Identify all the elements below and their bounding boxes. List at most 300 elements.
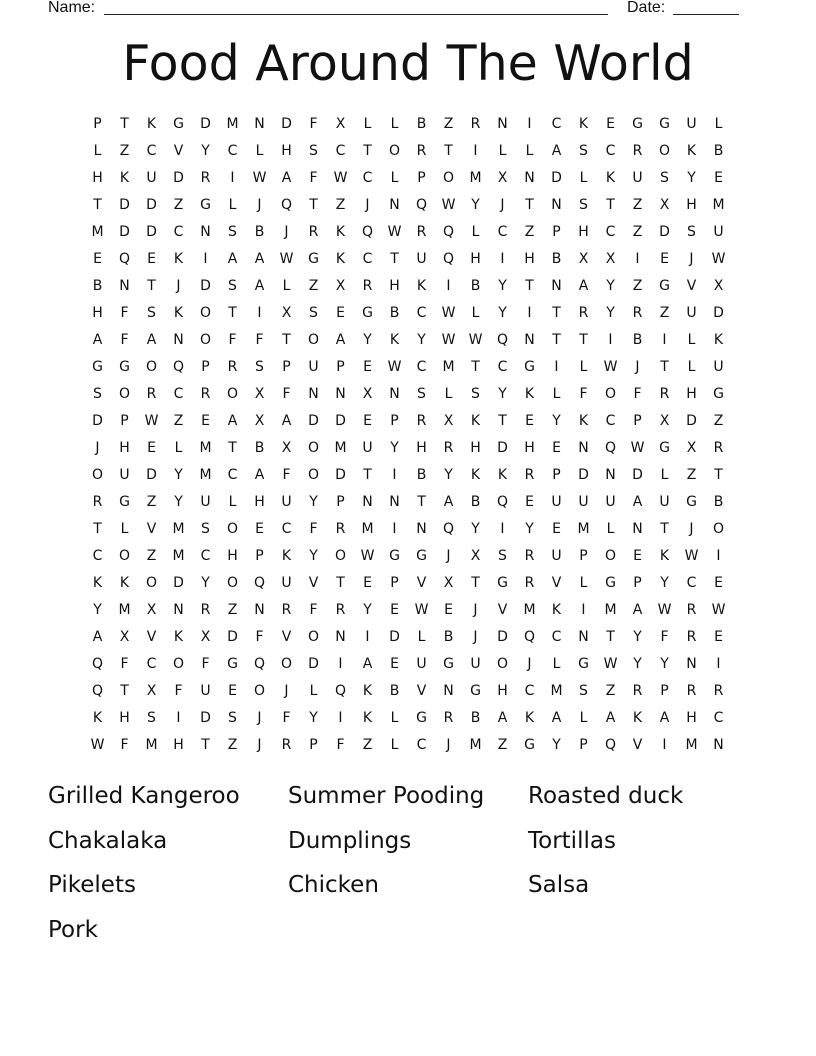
grid-letter[interactable]: L — [390, 710, 399, 726]
grid-letter[interactable]: O — [199, 332, 212, 348]
grid-letter[interactable]: Z — [632, 197, 643, 213]
grid-letter[interactable]: M — [712, 197, 725, 213]
grid-letter[interactable]: J — [689, 251, 694, 267]
grid-letter[interactable]: X — [713, 278, 724, 294]
grid-letter[interactable]: P — [390, 575, 399, 591]
grid-letter[interactable]: D — [578, 467, 589, 483]
grid-letter[interactable]: R — [686, 629, 697, 645]
grid-letter[interactable]: T — [120, 116, 129, 132]
grid-letter[interactable]: G — [605, 575, 616, 591]
grid-letter[interactable]: V — [416, 683, 427, 699]
grid-letter[interactable]: S — [309, 143, 318, 159]
grid-letter[interactable]: E — [714, 575, 723, 591]
grid-letter[interactable]: L — [390, 170, 399, 186]
grid-letter[interactable]: R — [200, 602, 211, 618]
grid-letter[interactable]: G — [686, 494, 697, 510]
grid-letter[interactable]: N — [551, 197, 562, 213]
grid-letter[interactable]: M — [685, 737, 698, 753]
grid-letter[interactable]: C — [416, 359, 427, 375]
grid-letter[interactable]: H — [686, 197, 697, 213]
grid-letter[interactable]: Y — [363, 602, 372, 618]
grid-letter[interactable]: R — [524, 467, 535, 483]
grid-letter[interactable]: O — [334, 548, 347, 564]
grid-letter[interactable]: T — [93, 521, 102, 537]
grid-letter[interactable]: E — [606, 116, 615, 132]
grid-letter[interactable]: R — [227, 359, 238, 375]
grid-letter[interactable]: P — [417, 170, 426, 186]
grid-letter[interactable]: P — [660, 683, 669, 699]
grid-letter[interactable]: F — [336, 737, 345, 753]
grid-letter[interactable]: E — [363, 575, 372, 591]
grid-letter[interactable]: W — [684, 548, 699, 564]
grid-letter[interactable]: S — [309, 305, 318, 321]
grid-letter[interactable]: U — [200, 494, 211, 510]
grid-letter[interactable]: Q — [361, 224, 374, 240]
grid-letter[interactable]: Z — [632, 224, 643, 240]
grid-letter[interactable]: X — [659, 197, 670, 213]
grid-letter[interactable]: J — [473, 602, 478, 618]
grid-letter[interactable]: K — [281, 548, 292, 564]
grid-letter[interactable]: N — [389, 386, 400, 402]
grid-letter[interactable]: E — [525, 413, 534, 429]
grid-letter[interactable]: V — [686, 278, 697, 294]
grid-letter[interactable]: T — [525, 278, 534, 294]
grid-letter[interactable]: N — [497, 116, 508, 132]
grid-letter[interactable]: I — [500, 521, 505, 537]
grid-letter[interactable]: U — [119, 467, 130, 483]
grid-letter[interactable]: C — [200, 548, 211, 564]
grid-letter[interactable]: T — [606, 629, 615, 645]
grid-letter[interactable]: U — [281, 494, 292, 510]
grid-letter[interactable]: A — [632, 602, 643, 618]
grid-letter[interactable]: Y — [660, 656, 669, 672]
grid-letter[interactable]: Y — [201, 143, 210, 159]
grid-letter[interactable]: G — [659, 116, 670, 132]
grid-letter[interactable]: T — [363, 143, 372, 159]
grid-letter[interactable]: C — [713, 710, 724, 726]
grid-letter[interactable]: A — [632, 494, 643, 510]
grid-letter[interactable]: G — [389, 548, 400, 564]
grid-letter[interactable]: A — [497, 710, 508, 726]
grid-letter[interactable]: B — [470, 278, 481, 294]
grid-letter[interactable]: R — [632, 305, 643, 321]
grid-letter[interactable]: R — [335, 602, 346, 618]
grid-letter[interactable]: D — [92, 413, 103, 429]
grid-letter[interactable]: G — [92, 359, 103, 375]
grid-letter[interactable]: O — [226, 521, 239, 537]
grid-letter[interactable]: I — [446, 278, 451, 294]
grid-letter[interactable]: N — [362, 494, 373, 510]
grid-letter[interactable]: P — [282, 359, 291, 375]
grid-letter[interactable]: W — [711, 602, 726, 618]
grid-letter[interactable]: K — [497, 467, 508, 483]
grid-letter[interactable]: L — [579, 359, 588, 375]
grid-letter[interactable]: Q — [496, 332, 509, 348]
grid-letter[interactable]: J — [284, 224, 289, 240]
grid-letter[interactable]: P — [552, 467, 561, 483]
grid-letter[interactable]: Y — [498, 278, 507, 294]
grid-letter[interactable]: R — [200, 386, 211, 402]
grid-letter[interactable]: L — [579, 575, 588, 591]
grid-letter[interactable]: Z — [173, 413, 184, 429]
grid-letter[interactable]: K — [659, 548, 670, 564]
grid-letter[interactable]: O — [91, 467, 104, 483]
grid-letter[interactable]: B — [443, 629, 454, 645]
grid-letter[interactable]: Z — [686, 467, 697, 483]
grid-letter[interactable]: W — [279, 251, 294, 267]
grid-letter[interactable]: F — [228, 332, 237, 348]
grid-letter[interactable]: L — [471, 224, 480, 240]
grid-letter[interactable]: V — [308, 575, 319, 591]
grid-letter[interactable]: A — [92, 629, 103, 645]
grid-letter[interactable]: A — [551, 710, 562, 726]
grid-letter[interactable]: D — [497, 440, 508, 456]
grid-letter[interactable]: T — [579, 332, 588, 348]
grid-letter[interactable]: L — [228, 197, 237, 213]
grid-letter[interactable]: K — [524, 386, 535, 402]
grid-letter[interactable]: L — [363, 116, 372, 132]
grid-letter[interactable]: C — [551, 116, 562, 132]
grid-letter[interactable]: P — [93, 116, 102, 132]
grid-letter[interactable]: D — [281, 116, 292, 132]
grid-letter[interactable]: O — [307, 332, 320, 348]
grid-letter[interactable]: W — [603, 359, 618, 375]
grid-letter[interactable]: S — [417, 386, 426, 402]
grid-letter[interactable]: R — [416, 143, 427, 159]
grid-letter[interactable]: Z — [713, 413, 724, 429]
grid-letter[interactable]: J — [689, 521, 694, 537]
grid-letter[interactable]: V — [173, 143, 184, 159]
grid-letter[interactable]: A — [281, 170, 292, 186]
grid-letter[interactable]: I — [392, 521, 397, 537]
grid-letter[interactable]: R — [281, 602, 292, 618]
grid-letter[interactable]: Y — [363, 332, 372, 348]
grid-letter[interactable]: C — [92, 548, 103, 564]
grid-letter[interactable]: D — [308, 413, 319, 429]
grid-letter[interactable]: N — [173, 602, 184, 618]
grid-letter[interactable]: C — [227, 467, 238, 483]
grid-letter[interactable]: E — [444, 602, 453, 618]
grid-letter[interactable]: G — [578, 656, 589, 672]
grid-letter[interactable]: K — [632, 710, 643, 726]
grid-letter[interactable]: I — [635, 251, 640, 267]
grid-letter[interactable]: X — [200, 629, 211, 645]
grid-letter[interactable]: H — [281, 143, 292, 159]
grid-letter[interactable]: T — [228, 305, 237, 321]
grid-letter[interactable]: M — [226, 116, 239, 132]
grid-letter[interactable]: N — [200, 224, 211, 240]
grid-letter[interactable]: D — [389, 629, 400, 645]
grid-letter[interactable]: R — [578, 305, 589, 321]
grid-letter[interactable]: F — [309, 521, 318, 537]
grid-letter[interactable]: Y — [309, 710, 318, 726]
grid-letter[interactable]: Y — [633, 656, 642, 672]
grid-letter[interactable]: T — [417, 494, 426, 510]
grid-letter[interactable]: Y — [93, 602, 102, 618]
grid-letter[interactable]: R — [362, 278, 373, 294]
grid-letter[interactable]: G — [659, 278, 670, 294]
grid-letter[interactable]: C — [524, 683, 535, 699]
grid-letter[interactable]: R — [659, 386, 670, 402]
grid-letter[interactable]: A — [227, 413, 238, 429]
grid-letter[interactable]: S — [660, 170, 669, 186]
grid-letter[interactable]: R — [443, 710, 454, 726]
grid-letter[interactable]: G — [443, 656, 454, 672]
grid-letter[interactable]: Z — [659, 305, 670, 321]
grid-letter[interactable]: Z — [335, 197, 346, 213]
grid-letter[interactable]: C — [335, 143, 346, 159]
grid-letter[interactable]: L — [255, 143, 264, 159]
grid-letter[interactable]: Z — [227, 602, 238, 618]
grid-letter[interactable]: O — [145, 359, 158, 375]
grid-letter[interactable]: N — [686, 656, 697, 672]
grid-letter[interactable]: J — [527, 656, 532, 672]
grid-letter[interactable]: F — [255, 629, 264, 645]
grid-letter[interactable]: Q — [172, 359, 185, 375]
grid-letter[interactable]: P — [579, 548, 588, 564]
grid-letter[interactable]: L — [309, 683, 318, 699]
grid-letter[interactable]: Q — [523, 629, 536, 645]
grid-letter[interactable]: Y — [174, 494, 183, 510]
grid-letter[interactable]: V — [281, 629, 292, 645]
grid-letter[interactable]: I — [473, 143, 478, 159]
grid-letter[interactable]: E — [390, 602, 399, 618]
grid-letter[interactable]: D — [308, 656, 319, 672]
grid-letter[interactable]: I — [392, 467, 397, 483]
grid-letter[interactable]: F — [174, 683, 183, 699]
grid-letter[interactable]: R — [308, 224, 319, 240]
grid-letter[interactable]: I — [338, 656, 343, 672]
grid-letter[interactable]: K — [524, 710, 535, 726]
grid-letter[interactable]: M — [550, 683, 563, 699]
grid-letter[interactable]: A — [335, 332, 346, 348]
grid-letter[interactable]: K — [389, 332, 400, 348]
grid-letter[interactable]: A — [659, 710, 670, 726]
grid-letter[interactable]: W — [468, 332, 483, 348]
grid-letter[interactable]: P — [201, 359, 210, 375]
grid-letter[interactable]: W — [387, 359, 402, 375]
grid-letter[interactable]: O — [496, 656, 509, 672]
grid-letter[interactable]: X — [254, 386, 265, 402]
grid-letter[interactable]: O — [604, 548, 617, 564]
grid-letter[interactable]: H — [578, 224, 589, 240]
grid-letter[interactable]: W — [414, 602, 429, 618]
grid-letter[interactable]: T — [282, 332, 291, 348]
grid-letter[interactable]: H — [524, 251, 535, 267]
grid-letter[interactable]: L — [120, 521, 129, 537]
grid-letter[interactable]: E — [633, 548, 642, 564]
grid-letter[interactable]: X — [281, 440, 292, 456]
grid-letter[interactable]: L — [606, 521, 615, 537]
grid-letter[interactable]: Q — [442, 224, 455, 240]
grid-letter[interactable]: R — [416, 224, 427, 240]
grid-letter[interactable]: F — [201, 656, 210, 672]
grid-letter[interactable]: X — [443, 413, 454, 429]
grid-letter[interactable]: L — [390, 116, 399, 132]
grid-letter[interactable]: F — [633, 386, 642, 402]
grid-letter[interactable]: D — [713, 305, 724, 321]
grid-letter[interactable]: W — [144, 413, 159, 429]
grid-letter[interactable]: D — [551, 170, 562, 186]
grid-letter[interactable]: X — [335, 116, 346, 132]
grid-letter[interactable]: T — [471, 359, 480, 375]
grid-letter[interactable]: R — [524, 575, 535, 591]
grid-letter[interactable]: B — [389, 683, 400, 699]
grid-letter[interactable]: I — [581, 602, 586, 618]
grid-letter[interactable]: A — [578, 278, 589, 294]
grid-letter[interactable]: E — [255, 521, 264, 537]
grid-letter[interactable]: A — [362, 656, 373, 672]
grid-letter[interactable]: G — [119, 359, 130, 375]
grid-letter[interactable]: T — [660, 521, 669, 537]
grid-letter[interactable]: Z — [497, 737, 508, 753]
grid-letter[interactable]: I — [527, 305, 532, 321]
grid-letter[interactable]: A — [92, 332, 103, 348]
grid-letter[interactable]: X — [578, 251, 589, 267]
grid-letter[interactable]: B — [416, 116, 427, 132]
grid-letter[interactable]: O — [604, 386, 617, 402]
grid-letter[interactable]: V — [146, 629, 157, 645]
grid-letter[interactable]: T — [498, 413, 507, 429]
grid-letter[interactable]: T — [525, 197, 534, 213]
grid-letter[interactable]: Y — [660, 575, 669, 591]
grid-letter[interactable]: P — [336, 494, 345, 510]
grid-letter[interactable]: N — [578, 629, 589, 645]
grid-letter[interactable]: Y — [687, 170, 696, 186]
grid-letter[interactable]: R — [200, 170, 211, 186]
grid-letter[interactable]: P — [309, 737, 318, 753]
grid-letter[interactable]: C — [362, 251, 373, 267]
grid-letter[interactable]: P — [336, 359, 345, 375]
grid-letter[interactable]: P — [633, 575, 642, 591]
grid-letter[interactable]: D — [146, 467, 157, 483]
grid-letter[interactable]: I — [176, 710, 181, 726]
grid-letter[interactable]: Z — [443, 116, 454, 132]
grid-letter[interactable]: U — [470, 656, 481, 672]
grid-letter[interactable]: V — [551, 575, 562, 591]
grid-letter[interactable]: J — [500, 197, 505, 213]
grid-letter[interactable]: P — [552, 224, 561, 240]
grid-letter[interactable]: N — [389, 494, 400, 510]
grid-letter[interactable]: F — [120, 737, 129, 753]
grid-letter[interactable]: M — [199, 467, 212, 483]
grid-letter[interactable]: D — [146, 224, 157, 240]
grid-letter[interactable]: F — [282, 710, 291, 726]
grid-letter[interactable]: I — [230, 170, 235, 186]
grid-letter[interactable]: J — [473, 629, 478, 645]
grid-letter[interactable]: Y — [471, 521, 480, 537]
grid-letter[interactable]: B — [470, 494, 481, 510]
grid-letter[interactable]: M — [604, 602, 617, 618]
grid-letter[interactable]: Z — [524, 224, 535, 240]
grid-letter[interactable]: K — [146, 116, 157, 132]
grid-letter[interactable]: D — [335, 413, 346, 429]
grid-letter[interactable]: O — [253, 683, 266, 699]
grid-letter[interactable]: P — [255, 548, 264, 564]
grid-letter[interactable]: H — [416, 440, 427, 456]
grid-letter[interactable]: S — [471, 386, 480, 402]
grid-letter[interactable]: B — [713, 143, 724, 159]
grid-letter[interactable]: Q — [280, 197, 293, 213]
grid-letter[interactable]: C — [227, 143, 238, 159]
grid-letter[interactable]: G — [524, 359, 535, 375]
grid-letter[interactable]: T — [120, 683, 129, 699]
grid-letter[interactable]: X — [119, 629, 130, 645]
grid-letter[interactable]: K — [362, 710, 373, 726]
grid-letter[interactable]: R — [713, 683, 724, 699]
grid-letter[interactable]: S — [579, 683, 588, 699]
grid-letter[interactable]: V — [497, 602, 508, 618]
grid-letter[interactable]: Y — [606, 305, 615, 321]
grid-letter[interactable]: A — [254, 467, 265, 483]
grid-letter[interactable]: A — [551, 143, 562, 159]
grid-letter[interactable]: W — [630, 440, 645, 456]
grid-letter[interactable]: E — [147, 251, 156, 267]
grid-letter[interactable]: K — [686, 143, 697, 159]
grid-letter[interactable]: G — [200, 197, 211, 213]
grid-letter[interactable]: T — [363, 467, 372, 483]
grid-letter[interactable]: L — [525, 143, 534, 159]
grid-letter[interactable]: M — [523, 602, 536, 618]
grid-letter[interactable]: G — [470, 683, 481, 699]
grid-letter[interactable]: T — [660, 359, 669, 375]
grid-letter[interactable]: O — [172, 656, 185, 672]
grid-letter[interactable]: Y — [471, 197, 480, 213]
grid-letter[interactable]: Y — [525, 521, 534, 537]
grid-letter[interactable]: M — [172, 521, 185, 537]
grid-letter[interactable]: Y — [417, 332, 426, 348]
grid-letter[interactable]: S — [228, 224, 237, 240]
grid-letter[interactable]: W — [333, 170, 348, 186]
grid-letter[interactable]: Z — [362, 737, 373, 753]
grid-letter[interactable]: U — [416, 656, 427, 672]
grid-letter[interactable]: N — [524, 332, 535, 348]
grid-letter[interactable]: R — [335, 521, 346, 537]
grid-letter[interactable]: L — [579, 170, 588, 186]
grid-letter[interactable]: M — [469, 737, 482, 753]
grid-letter[interactable]: R — [470, 116, 481, 132]
grid-letter[interactable]: S — [228, 710, 237, 726]
grid-letter[interactable]: G — [659, 440, 670, 456]
grid-letter[interactable]: Q — [253, 656, 266, 672]
grid-letter[interactable]: D — [659, 224, 670, 240]
grid-letter[interactable]: Q — [118, 251, 131, 267]
grid-letter[interactable]: O — [442, 170, 455, 186]
grid-letter[interactable]: L — [552, 656, 561, 672]
grid-letter[interactable]: I — [365, 629, 370, 645]
grid-letter[interactable]: G — [308, 251, 319, 267]
grid-letter[interactable]: R — [632, 143, 643, 159]
grid-letter[interactable]: E — [336, 305, 345, 321]
grid-letter[interactable]: O — [307, 440, 320, 456]
grid-letter[interactable]: X — [254, 413, 265, 429]
grid-letter[interactable]: A — [254, 278, 265, 294]
grid-letter[interactable]: C — [497, 359, 508, 375]
grid-letter[interactable]: L — [471, 305, 480, 321]
grid-letter[interactable]: S — [579, 143, 588, 159]
grid-letter[interactable]: W — [441, 332, 456, 348]
grid-letter[interactable]: U — [578, 494, 589, 510]
grid-letter[interactable]: U — [146, 170, 157, 186]
grid-letter[interactable]: N — [119, 278, 130, 294]
grid-letter[interactable]: L — [579, 710, 588, 726]
grid-letter[interactable]: B — [470, 710, 481, 726]
grid-letter[interactable]: H — [119, 710, 130, 726]
grid-letter[interactable]: B — [92, 278, 103, 294]
grid-letter[interactable]: G — [362, 305, 373, 321]
grid-letter[interactable]: Z — [146, 494, 157, 510]
grid-letter[interactable]: X — [281, 305, 292, 321]
